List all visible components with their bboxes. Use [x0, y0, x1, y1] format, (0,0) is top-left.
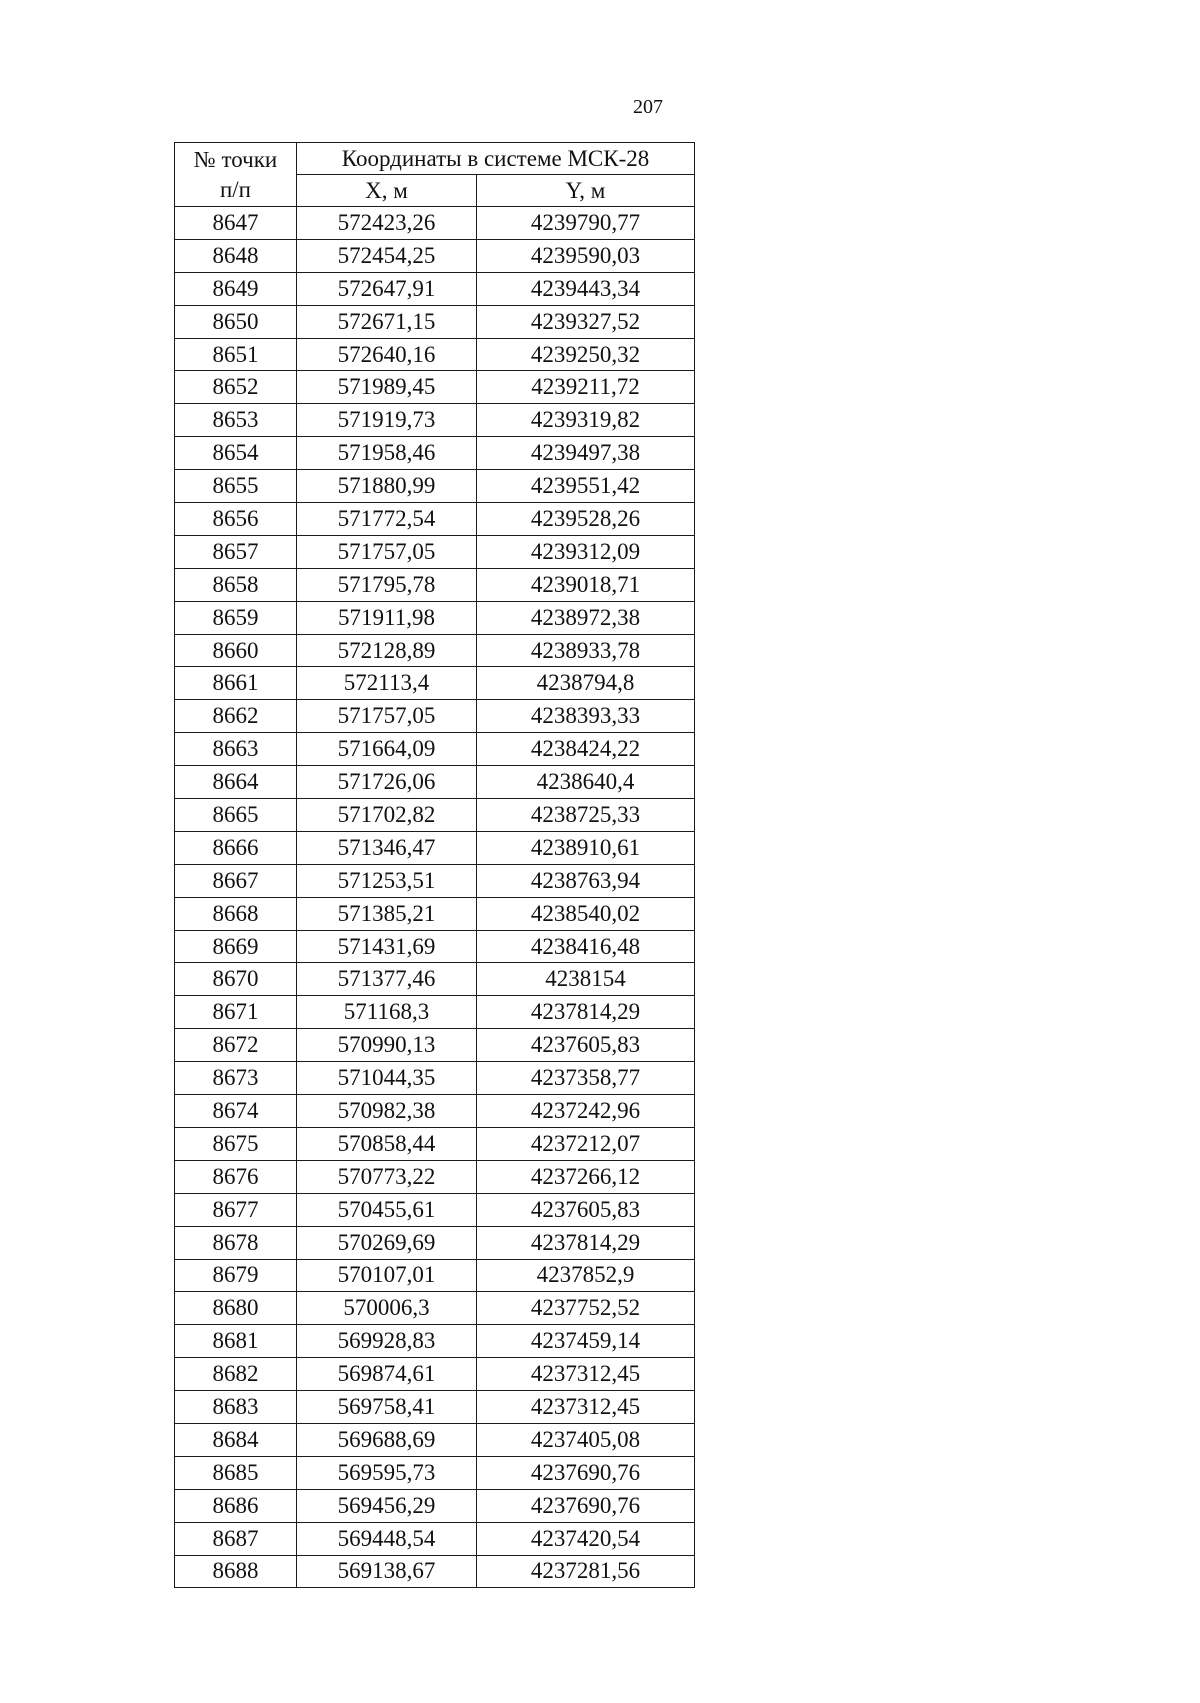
point-number-cell: 8665 — [175, 799, 297, 832]
y-coordinate-cell: 4238640,4 — [477, 766, 695, 799]
y-coordinate-cell: 4237312,45 — [477, 1391, 695, 1424]
point-number-cell: 8677 — [175, 1193, 297, 1226]
x-coordinate-cell: 570773,22 — [297, 1160, 477, 1193]
page-number: 207 — [633, 96, 663, 118]
x-coordinate-cell: 571919,73 — [297, 404, 477, 437]
y-coordinate-cell: 4237752,52 — [477, 1292, 695, 1325]
x-coordinate-cell: 570455,61 — [297, 1193, 477, 1226]
y-coordinate-cell: 4237814,29 — [477, 996, 695, 1029]
y-coordinate-cell: 4237605,83 — [477, 1029, 695, 1062]
point-number-cell: 8672 — [175, 1029, 297, 1062]
y-coordinate-cell: 4238540,02 — [477, 897, 695, 930]
point-number-cell: 8679 — [175, 1259, 297, 1292]
table-row — [175, 831, 695, 864]
x-coordinate-cell: 571044,35 — [297, 1062, 477, 1095]
table-row — [175, 338, 695, 371]
table-row — [175, 1358, 695, 1391]
y-coordinate-cell: 4237266,12 — [477, 1160, 695, 1193]
table-row — [175, 930, 695, 963]
x-coordinate-cell: 572128,89 — [297, 634, 477, 667]
y-coordinate-cell: 4237242,96 — [477, 1095, 695, 1128]
y-coordinate-cell: 4238725,33 — [477, 799, 695, 832]
y-coordinate-cell: 4238393,33 — [477, 700, 695, 733]
coordinates-table — [174, 142, 695, 1588]
table-row — [175, 601, 695, 634]
point-number-cell: 8669 — [175, 930, 297, 963]
table-row — [175, 535, 695, 568]
table-row — [175, 700, 695, 733]
point-number-cell: 8647 — [175, 207, 297, 240]
point-number-cell: 8685 — [175, 1456, 297, 1489]
x-coordinate-cell: 571880,99 — [297, 470, 477, 503]
point-number-cell: 8664 — [175, 766, 297, 799]
y-coordinate-cell: 4238154 — [477, 963, 695, 996]
table-row — [175, 404, 695, 437]
table-row — [175, 1522, 695, 1555]
y-coordinate-cell: 4239497,38 — [477, 437, 695, 470]
point-number-cell: 8660 — [175, 634, 297, 667]
x-coordinate-cell: 570107,01 — [297, 1259, 477, 1292]
table-row — [175, 1259, 695, 1292]
table-header — [175, 143, 695, 207]
table-row — [175, 1325, 695, 1358]
table-row — [175, 371, 695, 404]
point-number-cell: 8649 — [175, 272, 297, 305]
point-number-cell: 8651 — [175, 338, 297, 371]
x-coordinate-cell: 569874,61 — [297, 1358, 477, 1391]
point-number-header-line1: № точки — [193, 146, 278, 172]
y-coordinate-cell: 4238416,48 — [477, 930, 695, 963]
point-number-cell: 8658 — [175, 568, 297, 601]
table-row — [175, 470, 695, 503]
point-number-cell: 8670 — [175, 963, 297, 996]
point-number-cell: 8650 — [175, 305, 297, 338]
y-coordinate-cell: 4238910,61 — [477, 831, 695, 864]
point-number-cell: 8688 — [175, 1555, 297, 1588]
x-coordinate-cell: 571989,45 — [297, 371, 477, 404]
table-row — [175, 897, 695, 930]
x-coordinate-cell: 572671,15 — [297, 305, 477, 338]
point-number-cell: 8652 — [175, 371, 297, 404]
y-coordinate-cell: 4237358,77 — [477, 1062, 695, 1095]
table-row — [175, 1226, 695, 1259]
x-coordinate-cell: 569456,29 — [297, 1489, 477, 1522]
table-row — [175, 1127, 695, 1160]
table-row — [175, 272, 695, 305]
point-number-cell: 8648 — [175, 239, 297, 272]
x-coordinate-cell: 572423,26 — [297, 207, 477, 240]
table-row — [175, 568, 695, 601]
point-number-cell: 8662 — [175, 700, 297, 733]
x-coordinate-cell: 569758,41 — [297, 1391, 477, 1424]
point-number-cell: 8681 — [175, 1325, 297, 1358]
x-coordinate-cell: 570990,13 — [297, 1029, 477, 1062]
table-row — [175, 634, 695, 667]
table-row — [175, 996, 695, 1029]
point-number-cell: 8663 — [175, 733, 297, 766]
y-coordinate-cell: 4237212,07 — [477, 1127, 695, 1160]
point-number-cell: 8684 — [175, 1423, 297, 1456]
x-coordinate-cell: 571726,06 — [297, 766, 477, 799]
point-number-cell: 8667 — [175, 864, 297, 897]
x-coordinate-cell: 571702,82 — [297, 799, 477, 832]
point-number-cell: 8687 — [175, 1522, 297, 1555]
y-coordinate-cell: 4239551,42 — [477, 470, 695, 503]
x-coordinate-cell: 570982,38 — [297, 1095, 477, 1128]
x-coordinate-cell: 571168,3 — [297, 996, 477, 1029]
x-coordinate-cell: 571385,21 — [297, 897, 477, 930]
y-coordinate-cell: 4239312,09 — [477, 535, 695, 568]
table-row — [175, 1555, 695, 1588]
point-number-cell: 8678 — [175, 1226, 297, 1259]
y-coordinate-cell: 4239443,34 — [477, 272, 695, 305]
y-coordinate-cell: 4239319,82 — [477, 404, 695, 437]
x-coordinate-cell: 571377,46 — [297, 963, 477, 996]
point-number-cell: 8683 — [175, 1391, 297, 1424]
table-row — [175, 1391, 695, 1424]
point-number-cell: 8656 — [175, 503, 297, 536]
x-coordinate-cell: 569448,54 — [297, 1522, 477, 1555]
y-coordinate-cell: 4239790,77 — [477, 207, 695, 240]
x-coordinate-cell: 572113,4 — [297, 667, 477, 700]
table-row — [175, 1029, 695, 1062]
point-number-cell: 8671 — [175, 996, 297, 1029]
point-number-header-line2: п/п — [219, 176, 251, 202]
y-coordinate-cell: 4238933,78 — [477, 634, 695, 667]
y-coordinate-cell: 4239250,32 — [477, 338, 695, 371]
table-row — [175, 1456, 695, 1489]
table-row — [175, 864, 695, 897]
y-coordinate-cell: 4237281,56 — [477, 1555, 695, 1588]
point-number-cell: 8654 — [175, 437, 297, 470]
x-coordinate-cell: 569928,83 — [297, 1325, 477, 1358]
table-row — [175, 1095, 695, 1128]
y-coordinate-cell: 4239018,71 — [477, 568, 695, 601]
y-coordinate-cell: 4239590,03 — [477, 239, 695, 272]
point-number-cell: 8653 — [175, 404, 297, 437]
y-coordinate-cell: 4239528,26 — [477, 503, 695, 536]
table-row — [175, 733, 695, 766]
point-number-cell: 8680 — [175, 1292, 297, 1325]
x-coordinate-cell: 571772,54 — [297, 503, 477, 536]
x-coordinate-cell: 572647,91 — [297, 272, 477, 305]
point-number-cell: 8655 — [175, 470, 297, 503]
table-row — [175, 667, 695, 700]
table-row — [175, 239, 695, 272]
y-coordinate-cell: 4237405,08 — [477, 1423, 695, 1456]
table-row — [175, 305, 695, 338]
x-coordinate-cell: 571346,47 — [297, 831, 477, 864]
table-body — [175, 207, 695, 1588]
table-row — [175, 1292, 695, 1325]
point-number-cell: 8659 — [175, 601, 297, 634]
x-coordinate-cell: 569138,67 — [297, 1555, 477, 1588]
y-coordinate-cell: 4238794,8 — [477, 667, 695, 700]
x-coordinate-cell: 569595,73 — [297, 1456, 477, 1489]
table-row — [175, 207, 695, 240]
table-row — [175, 766, 695, 799]
y-coordinate-cell: 4238763,94 — [477, 864, 695, 897]
table-row — [175, 1489, 695, 1522]
point-number-cell: 8668 — [175, 897, 297, 930]
y-column-header: Y, м — [477, 175, 695, 207]
y-coordinate-cell: 4237459,14 — [477, 1325, 695, 1358]
y-coordinate-cell: 4237605,83 — [477, 1193, 695, 1226]
x-coordinate-cell: 571664,09 — [297, 733, 477, 766]
point-number-cell: 8657 — [175, 535, 297, 568]
y-coordinate-cell: 4238424,22 — [477, 733, 695, 766]
x-coordinate-cell: 572640,16 — [297, 338, 477, 371]
point-number-cell: 8676 — [175, 1160, 297, 1193]
y-coordinate-cell: 4237690,76 — [477, 1489, 695, 1522]
table-row — [175, 1193, 695, 1226]
x-coordinate-cell: 570858,44 — [297, 1127, 477, 1160]
y-coordinate-cell: 4238972,38 — [477, 601, 695, 634]
table-row — [175, 1423, 695, 1456]
y-coordinate-cell: 4237852,9 — [477, 1259, 695, 1292]
table-row — [175, 503, 695, 536]
x-coordinate-cell: 572454,25 — [297, 239, 477, 272]
point-number-cell: 8673 — [175, 1062, 297, 1095]
point-number-cell: 8661 — [175, 667, 297, 700]
table-row — [175, 963, 695, 996]
point-number-cell: 8675 — [175, 1127, 297, 1160]
x-coordinate-cell: 571757,05 — [297, 535, 477, 568]
y-coordinate-cell: 4239211,72 — [477, 371, 695, 404]
x-coordinate-cell: 571911,98 — [297, 601, 477, 634]
x-coordinate-cell: 571253,51 — [297, 864, 477, 897]
y-coordinate-cell: 4237312,45 — [477, 1358, 695, 1391]
x-coordinate-cell: 571757,05 — [297, 700, 477, 733]
point-number-cell: 8674 — [175, 1095, 297, 1128]
x-coordinate-cell: 571958,46 — [297, 437, 477, 470]
x-coordinate-cell: 570006,3 — [297, 1292, 477, 1325]
point-number-header — [175, 143, 297, 207]
x-column-header: X, м — [297, 175, 477, 207]
coordinates-group-header: Координаты в системе МСК-28 — [297, 143, 695, 175]
point-number-cell: 8666 — [175, 831, 297, 864]
y-coordinate-cell: 4237814,29 — [477, 1226, 695, 1259]
table-row — [175, 437, 695, 470]
y-coordinate-cell: 4239327,52 — [477, 305, 695, 338]
x-coordinate-cell: 570269,69 — [297, 1226, 477, 1259]
point-number-cell: 8686 — [175, 1489, 297, 1522]
table-row — [175, 1160, 695, 1193]
table-row — [175, 1062, 695, 1095]
x-coordinate-cell: 569688,69 — [297, 1423, 477, 1456]
x-coordinate-cell: 571795,78 — [297, 568, 477, 601]
y-coordinate-cell: 4237690,76 — [477, 1456, 695, 1489]
point-number-cell: 8682 — [175, 1358, 297, 1391]
x-coordinate-cell: 571431,69 — [297, 930, 477, 963]
y-coordinate-cell: 4237420,54 — [477, 1522, 695, 1555]
table-row — [175, 799, 695, 832]
